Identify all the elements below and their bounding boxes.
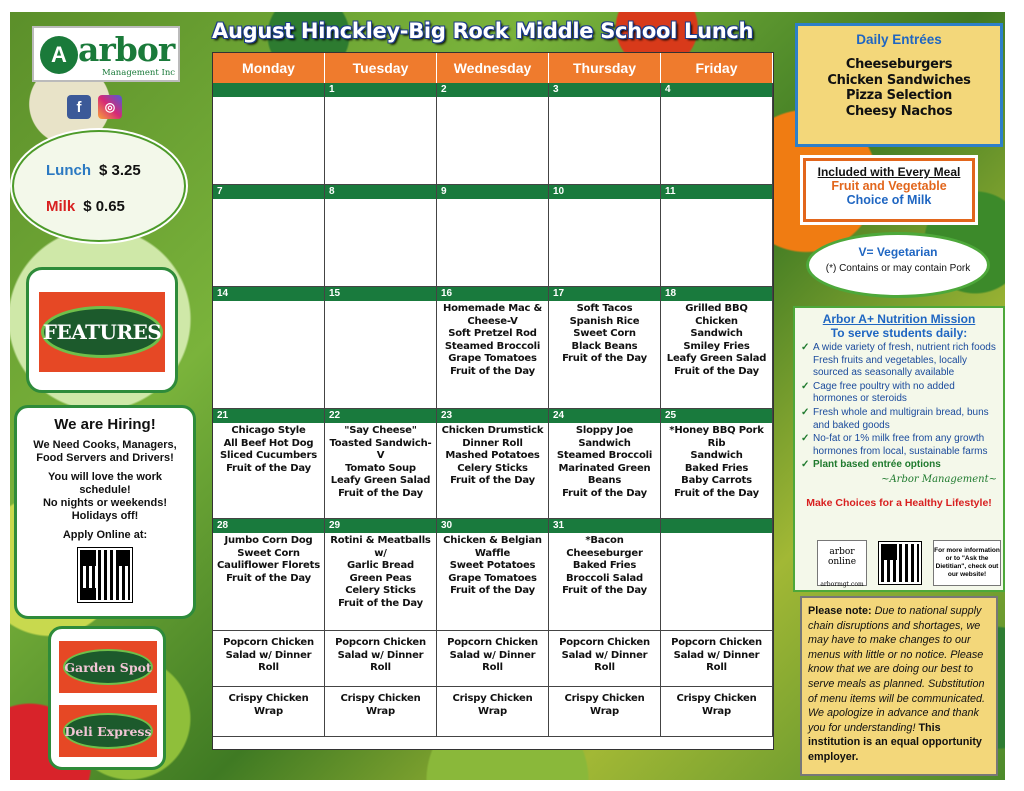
features-label: FEATURES (41, 306, 163, 358)
menu-text: *Bacon Cheeseburger Baked Fries Broccoli Salad Fruit of the Day (562, 535, 647, 597)
menu-text (325, 301, 436, 303)
milk-label: Milk (46, 198, 76, 215)
hiring-p3: Apply Online at: (62, 529, 148, 541)
hiring-p2: You will love the work schedule! No nights or weekends! Holidays off! (42, 471, 168, 522)
logo-sub: Management Inc (102, 68, 176, 78)
calendar-day-cell (549, 83, 661, 185)
mission-signature: ~Arbor Management~ (881, 473, 997, 485)
supply-chain-note (800, 596, 998, 776)
menu-text: Crispy Chicken Wrap (452, 693, 533, 717)
date-number: 17 (549, 287, 660, 301)
arbor-online-url: arbormgt.com (820, 581, 864, 588)
serving-lines (48, 626, 166, 770)
nutrition-mission-box (793, 306, 1005, 592)
price-oval (12, 130, 186, 242)
date-number: 11 (661, 185, 772, 199)
menu-text: Homemade Mac & Cheese-V Soft Pretzel Rod Steamed Broccoli Grape Tomatoes Fruit of the Day (442, 303, 543, 377)
date-number: 8 (325, 185, 436, 199)
date-number: 22 (325, 409, 436, 423)
menu-text (549, 97, 660, 99)
calendar-day-cell (549, 519, 661, 631)
day-header-thursday: Thursday (549, 53, 661, 83)
date-number: 28 (213, 519, 324, 533)
menu-text: Chicken & Belgian Waffle Sweet Potatoes Grape Tomatoes Fruit of the Day (443, 535, 542, 597)
calendar-day-cell (213, 519, 325, 631)
day-header-tuesday: Tuesday (325, 53, 437, 83)
menu-text: Sloppy Joe Sandwich Steamed Broccoli Marinated Green Beans Fruit of the Day (556, 425, 653, 499)
menu-text: Crispy Chicken Wrap (228, 693, 309, 717)
date-number: 4 (661, 83, 772, 97)
menu-text: Soft Tacos Spanish Rice Sweet Corn Black Beans Fruit of the Day (562, 303, 647, 365)
deli-express-label: Deli Express (63, 713, 153, 749)
menu-text (549, 199, 660, 201)
menu-text: Popcorn Chicken Salad w/ Dinner Roll (559, 637, 650, 674)
calendar-day-cell (437, 83, 549, 185)
date-number: 25 (661, 409, 772, 423)
legend-oval (806, 232, 990, 298)
eoe-statement: This institution is an equal opportunity employer. (808, 721, 982, 763)
mission-logos (817, 540, 1000, 588)
lunch-price: $ 3.25 (99, 162, 141, 179)
daily-entrees-heading: Daily Entrées (856, 32, 942, 47)
menu-text: Popcorn Chicken Salad w/ Dinner Roll (223, 637, 314, 674)
menu-text: Crispy Chicken Wrap (340, 693, 421, 717)
note-label: Please note: (808, 605, 872, 617)
page-title: August Hinckley-Big Rock Middle School Lunch (212, 19, 754, 43)
qr-code-icon[interactable] (879, 542, 921, 584)
arbor-logo (32, 26, 180, 82)
calendar-day-cell (549, 185, 661, 287)
daily-salad-cell (661, 631, 773, 687)
calendar-day-cell (661, 185, 773, 287)
note-text: Due to national supply chain disruptions and shortages, we may have to make changes to our menus with little or no notice. Please know that we are doing our best to serve meals as planned. Substitution of menu items will be communicated. We apologize in advance and thank you for understanding! (808, 605, 986, 734)
date-number: 16 (437, 287, 548, 301)
calendar-day-cell (213, 83, 325, 185)
arbor-online-logo[interactable] (817, 540, 867, 586)
calendar-day-cell (549, 287, 661, 409)
garden-spot-badge (59, 641, 157, 693)
menu-text (661, 199, 772, 201)
date-number: 9 (437, 185, 548, 199)
menu-flyer (10, 12, 1005, 780)
daily-wrap-cell (549, 687, 661, 737)
vegetarian-legend: V= Vegetarian (858, 245, 938, 259)
calendar-day-cell (325, 83, 437, 185)
date-number: 31 (549, 519, 660, 533)
calendar-day-cell (661, 519, 773, 631)
calendar-day-cell (213, 409, 325, 519)
lunch-price-row (46, 162, 141, 179)
menu-text: Chicken Drumstick Dinner Roll Mashed Potatoes Celery Sticks Fruit of the Day (441, 425, 544, 487)
daily-entree-item: Pizza Selection (846, 88, 952, 103)
calendar-day-cell (325, 287, 437, 409)
daily-wrap-cell (213, 687, 325, 737)
daily-salad-cell (213, 631, 325, 687)
date-number: 2 (437, 83, 548, 97)
date-number: 15 (325, 287, 436, 301)
features-bar (39, 292, 165, 372)
mission-item: ✓ Fresh whole and multigrain bread, buns and baked goods (801, 407, 997, 432)
hiring-box (14, 405, 196, 619)
daily-entrees-box (795, 23, 1003, 147)
date-number: 3 (549, 83, 660, 97)
calendar-day-cell (437, 409, 549, 519)
daily-wrap-cell (661, 687, 773, 737)
date-number: 1 (325, 83, 436, 97)
calendar-day-cell (325, 185, 437, 287)
menu-text: *Honey BBQ Pork Rib Sandwich Baked Fries Baby Carrots Fruit of the Day (669, 425, 764, 499)
dietitian-link[interactable]: For more information or to "Ask the Dietitian", check out our website! (933, 540, 1001, 586)
mission-heading: Arbor A+ Nutrition Mission (822, 312, 976, 326)
deli-express-badge (59, 705, 157, 757)
daily-salad-cell (325, 631, 437, 687)
date-number: 29 (325, 519, 436, 533)
menu-text (437, 199, 548, 201)
day-header-wednesday: Wednesday (437, 53, 549, 83)
menu-text (213, 97, 324, 99)
menu-text: Crispy Chicken Wrap (676, 693, 757, 717)
menu-text: Popcorn Chicken Salad w/ Dinner Roll (447, 637, 538, 674)
hiring-heading: We are Hiring! (54, 416, 156, 433)
calendar-day-cell (325, 519, 437, 631)
mission-item: ✓ Plant based entrée options (801, 459, 997, 472)
date-number: 10 (549, 185, 660, 199)
mission-item: ✓ A wide variety of fresh, nutrient rich foods Fresh fruits and vegetables, locally sourced as seasonally available (801, 342, 997, 380)
mission-list (801, 342, 997, 472)
facebook-icon[interactable]: f (67, 95, 91, 119)
calendar-day-cell (661, 409, 773, 519)
included-box (803, 158, 975, 222)
garden-spot-label: Garden Spot (63, 649, 153, 685)
mission-item: ✓ No-fat or 1% milk free from any growth hormones from local, sustainable farms (801, 433, 997, 458)
date-number: 7 (213, 185, 324, 199)
menu-text (325, 97, 436, 99)
instagram-icon[interactable]: ◎ (98, 95, 122, 119)
menu-text (213, 199, 324, 201)
menu-text (325, 199, 436, 201)
features-badge (26, 267, 178, 393)
date-number: 18 (661, 287, 772, 301)
logo-word: arbor (78, 30, 175, 69)
healthy-choices-text: Make Choices for a Healthy Lifestyle! (806, 496, 992, 509)
lunch-calendar (212, 52, 774, 750)
menu-text (661, 97, 772, 99)
daily-wrap-cell (325, 687, 437, 737)
date-number: 30 (437, 519, 548, 533)
daily-entree-item: Cheeseburgers (845, 57, 953, 72)
date-number: 14 (213, 287, 324, 301)
calendar-day-cell (437, 519, 549, 631)
day-header-monday: Monday (213, 53, 325, 83)
included-milk: Choice of Milk (846, 193, 932, 207)
daily-entree-item: Chicken Sandwiches (827, 72, 971, 88)
calendar-day-cell (437, 287, 549, 409)
pork-legend: (*) Contains or may contain Pork (825, 263, 971, 274)
menu-text (437, 97, 548, 99)
menu-text: "Say Cheese" Toasted Sandwich-V Tomato Soup Leafy Green Salad Fruit of the Day (329, 425, 432, 499)
arbor-online-label: arbor online (827, 547, 857, 567)
calendar-day-cell (437, 185, 549, 287)
included-heading: Included with Every Meal (817, 165, 961, 179)
calendar-day-cell (213, 185, 325, 287)
milk-price-row (46, 198, 125, 215)
menu-text (213, 301, 324, 303)
calendar-day-cell (661, 83, 773, 185)
menu-text: Crispy Chicken Wrap (564, 693, 645, 717)
menu-text: Popcorn Chicken Salad w/ Dinner Roll (671, 637, 762, 674)
menu-text: Chicago Style All Beef Hot Dog Sliced Cucumbers Fruit of the Day (220, 425, 317, 474)
menu-text: Rotini & Meatballs w/ Garlic Bread Green Peas Celery Sticks Fruit of the Day (330, 535, 431, 609)
tree-icon: A (40, 36, 78, 74)
calendar-day-cell (661, 287, 773, 409)
qr-code-icon[interactable] (78, 548, 132, 602)
daily-entree-item: Cheesy Nachos (845, 103, 953, 119)
date-number: 23 (437, 409, 548, 423)
calendar-day-cell (549, 409, 661, 519)
lunch-label: Lunch (46, 162, 91, 179)
date-number (661, 519, 772, 533)
day-header-friday: Friday (661, 53, 773, 83)
hiring-p1: We Need Cooks, Managers, Food Servers and Drivers! (33, 439, 177, 464)
menu-text (661, 533, 772, 535)
date-number: 24 (549, 409, 660, 423)
daily-salad-cell (437, 631, 549, 687)
calendar-day-cell (325, 409, 437, 519)
mission-subheading: To serve students daily: (830, 326, 968, 340)
date-number (213, 83, 324, 97)
included-fruit-veg: Fruit and Vegetable (831, 179, 947, 193)
daily-wrap-cell (437, 687, 549, 737)
date-number: 21 (213, 409, 324, 423)
menu-text: Grilled BBQ Chicken Sandwich Smiley Fries Leafy Green Salad Fruit of the Day (666, 303, 767, 377)
milk-price: $ 0.65 (83, 198, 125, 215)
calendar-day-cell (213, 287, 325, 409)
menu-text: Jumbo Corn Dog Sweet Corn Cauliflower Florets Fruit of the Day (217, 535, 320, 584)
daily-salad-cell (549, 631, 661, 687)
mission-item: ✓ Cage free poultry with no added hormones or steroids (801, 381, 997, 406)
menu-text: Popcorn Chicken Salad w/ Dinner Roll (335, 637, 426, 674)
